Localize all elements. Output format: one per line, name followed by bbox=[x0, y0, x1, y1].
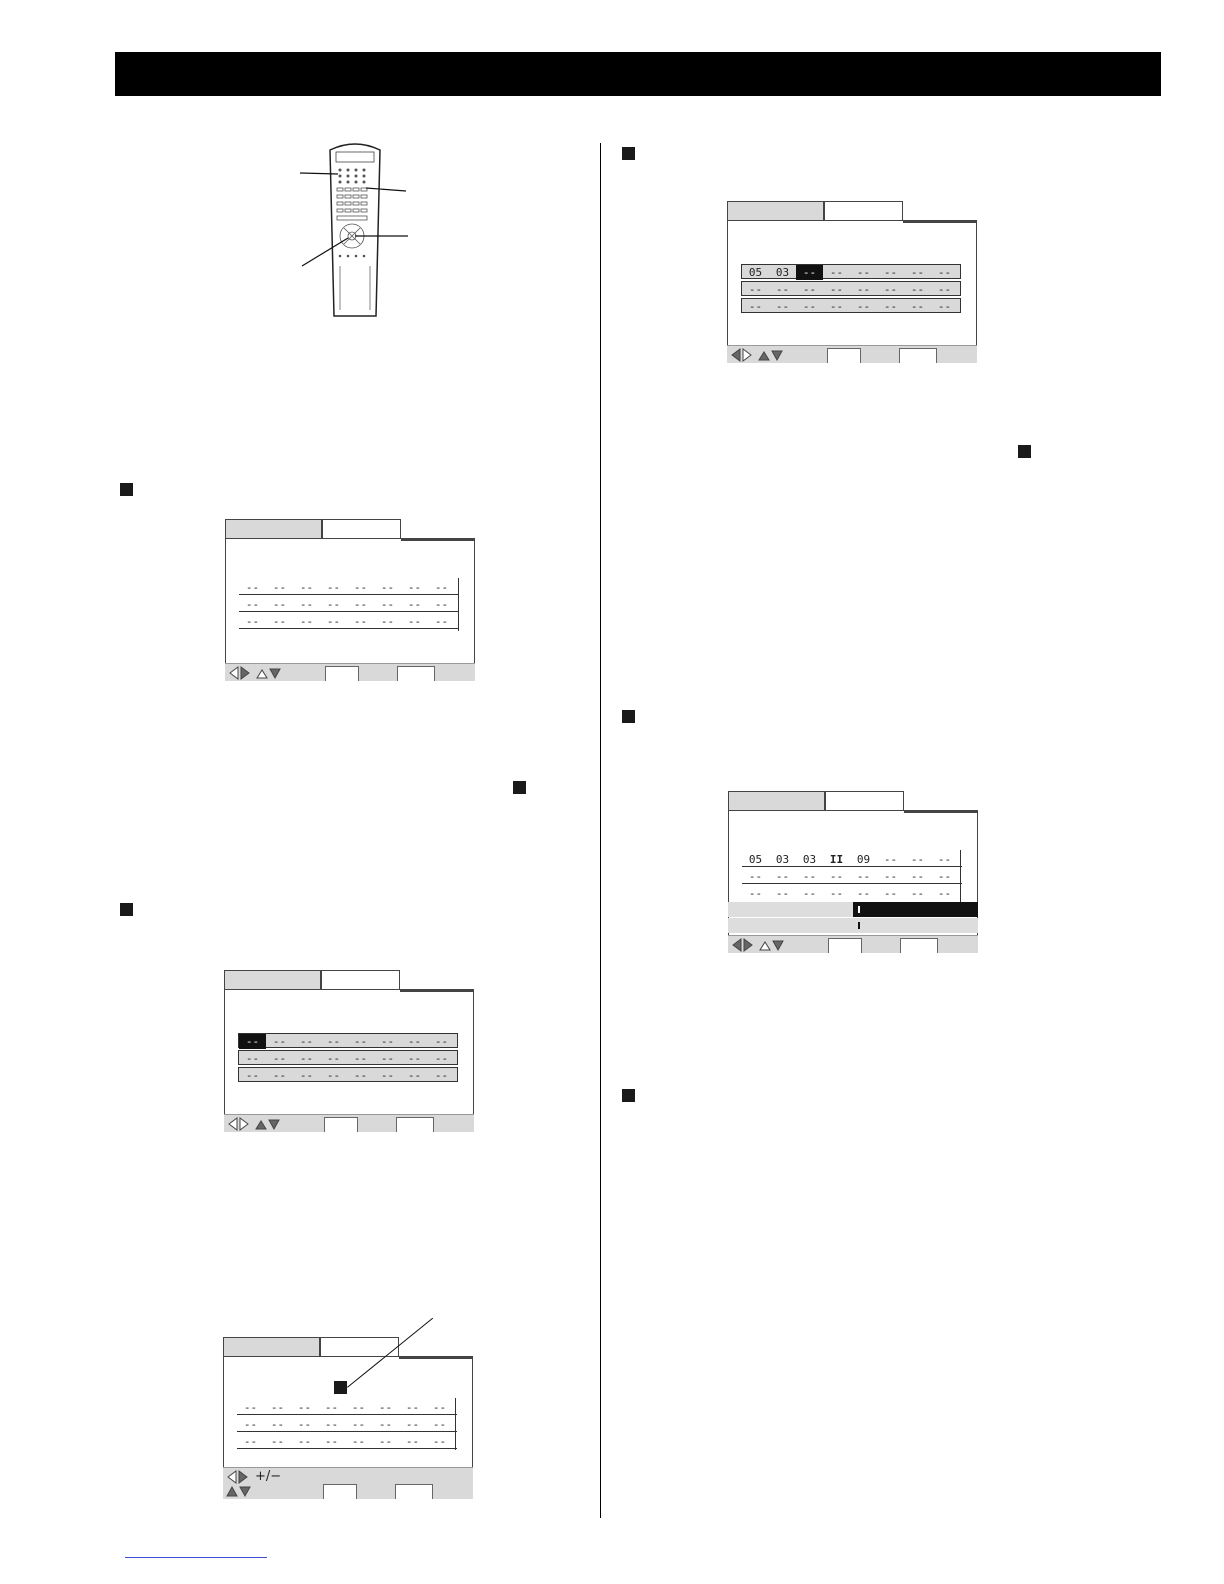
square-marker-icon bbox=[1018, 445, 1031, 458]
program-row: 05 03 03 II 09 -- -- -- bbox=[742, 852, 962, 867]
square-marker-icon bbox=[513, 781, 526, 794]
status-bar bbox=[728, 918, 978, 933]
program-row: -- -- -- -- -- -- -- -- bbox=[748, 887, 952, 900]
square-marker-icon bbox=[120, 903, 133, 916]
program-row: -- -- -- -- -- -- -- -- bbox=[237, 1417, 457, 1432]
arrow-left-icon bbox=[731, 938, 791, 952]
arrow-left-icon bbox=[730, 348, 790, 362]
square-marker-icon bbox=[622, 1089, 635, 1102]
program-row: -- -- -- -- -- -- -- -- bbox=[741, 281, 961, 296]
status-bar bbox=[728, 902, 978, 917]
program-screen-entered bbox=[727, 201, 977, 363]
program-row: -- -- -- -- -- -- -- -- bbox=[237, 1434, 457, 1449]
plus-minus-label: +/− bbox=[255, 1469, 282, 1484]
program-row: -- -- -- -- -- -- -- -- bbox=[742, 869, 962, 884]
program-screen-empty bbox=[225, 519, 475, 681]
screen-button bbox=[325, 666, 359, 681]
program-row: -- -- -- -- -- -- -- -- bbox=[238, 1033, 458, 1048]
footer-link-underline[interactable] bbox=[125, 1557, 267, 1558]
screen-button bbox=[397, 666, 435, 681]
arrow-up-icon bbox=[227, 1117, 287, 1131]
screen-footer bbox=[225, 663, 475, 681]
program-screen-edit bbox=[224, 970, 474, 1132]
program-row: -- -- -- -- -- -- -- -- bbox=[238, 1050, 458, 1065]
square-marker-icon bbox=[622, 147, 635, 160]
screen-tab bbox=[225, 519, 322, 538]
program-screen-playing bbox=[728, 791, 978, 953]
program-row: -- -- -- -- -- -- -- -- bbox=[239, 597, 459, 612]
screen-tab-active bbox=[322, 519, 401, 539]
page-header-bar bbox=[115, 52, 1161, 96]
program-row: -- -- -- -- -- -- -- -- bbox=[237, 1400, 457, 1415]
remote-control-illustration bbox=[300, 138, 410, 320]
arrow-right-icon bbox=[226, 1470, 256, 1484]
arrow-down-icon bbox=[226, 1484, 256, 1498]
program-row: -- -- -- -- -- -- -- -- bbox=[741, 298, 961, 313]
program-row: 05 03 -- -- -- -- -- -- bbox=[741, 264, 961, 279]
arrow-left-icon bbox=[228, 666, 288, 680]
square-marker-icon bbox=[622, 710, 635, 723]
square-marker-icon bbox=[334, 1381, 347, 1394]
program-row: -- -- -- -- -- -- -- -- bbox=[238, 1067, 458, 1082]
program-row: -- -- -- -- -- -- -- -- bbox=[239, 580, 459, 595]
square-marker-icon bbox=[120, 483, 133, 496]
column-divider bbox=[600, 143, 601, 1518]
program-screen-select bbox=[223, 1337, 473, 1499]
program-row: -- -- -- -- -- -- -- -- bbox=[239, 614, 459, 629]
